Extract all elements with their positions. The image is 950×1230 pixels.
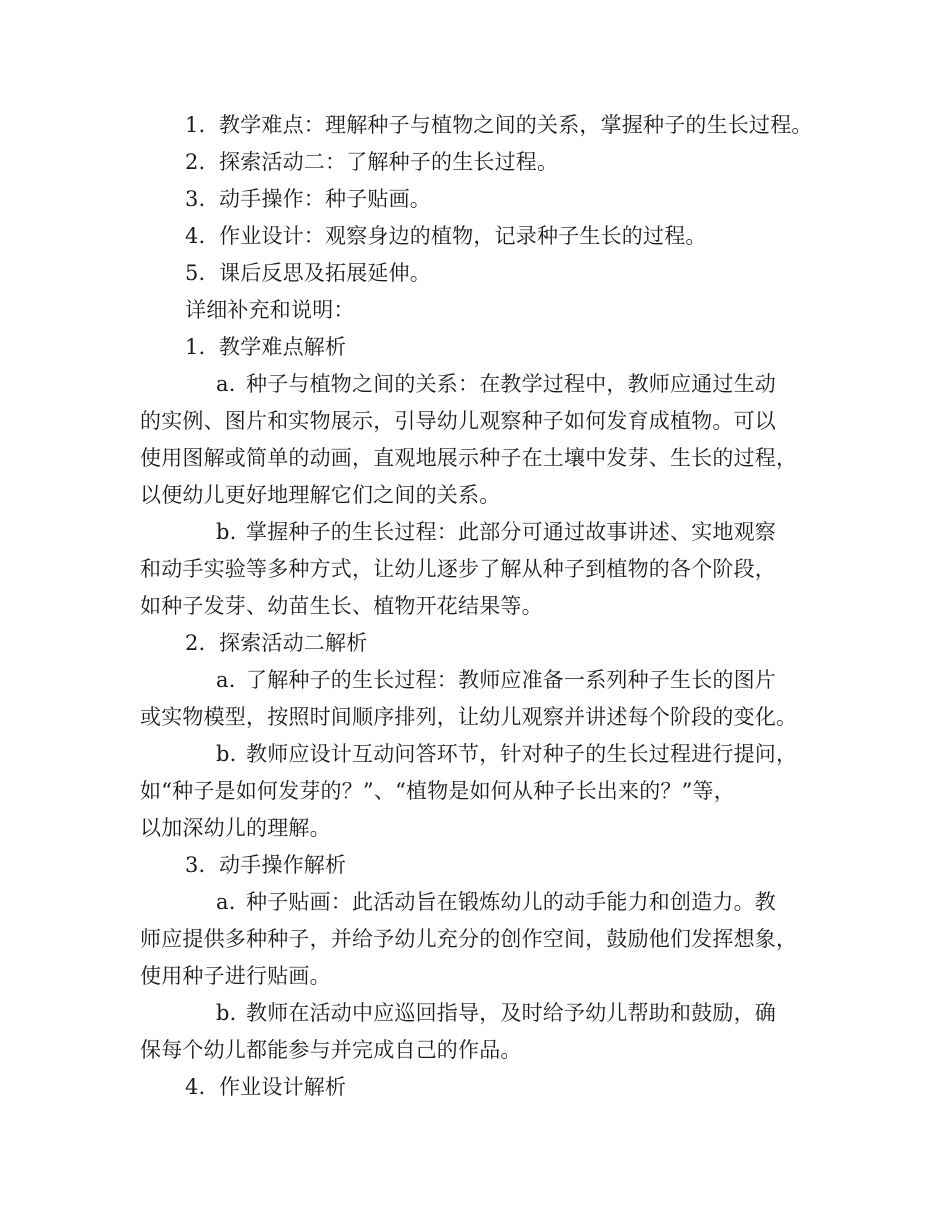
- paragraph-text: 种子与植物之间的关系：在教学过程中，教师应通过生动: [246, 372, 776, 396]
- supplement-heading: 详细补充和说明：: [185, 298, 355, 322]
- outline-number: 3.: [185, 187, 206, 211]
- outline-text: 作业设计：观察身边的植物，记录种子生长的过程。: [219, 224, 707, 248]
- paragraph-line: 使用种子进行贴画。: [140, 964, 331, 988]
- paragraph-text: 教师在活动中应巡回指导，及时给予幼儿帮助和鼓励，确: [246, 1001, 776, 1025]
- paragraph-text: 了解种子的生长过程：教师应准备一系列种子生长的图片: [246, 668, 776, 692]
- paragraph-line: 使用图解或简单的动画，直观地展示种子在土壤中发芽、生长的过程，: [140, 446, 798, 470]
- outline-number: 1.: [185, 113, 206, 137]
- section-title: 教学难点解析: [219, 335, 347, 359]
- paragraph-text: 掌握种子的生长过程：此部分可通过故事讲述、实地观察: [246, 520, 776, 544]
- section-title: 作业设计解析: [219, 1075, 347, 1099]
- paragraph-line: [216, 521, 776, 544]
- outline-number: 5.: [185, 261, 206, 285]
- item-marker: b.: [216, 742, 237, 766]
- item-marker: b.: [216, 520, 237, 544]
- paragraph-line: [216, 743, 797, 766]
- paragraph-line: 的实例、图片和实物展示，引导幼儿观察种子如何发育成植物。可以: [140, 409, 776, 433]
- section-heading: [185, 1076, 346, 1099]
- outline-text: 探索活动二：了解种子的生长过程。: [219, 150, 559, 174]
- paragraph-line: 和动手实验等多种方式，让幼儿逐步了解从种子到植物的各个阶段，: [140, 557, 776, 581]
- paragraph-line: [216, 373, 776, 396]
- item-marker: a.: [216, 890, 236, 914]
- section-number: 4.: [185, 1075, 206, 1099]
- section-heading: [185, 632, 367, 655]
- outline-item: [185, 225, 707, 248]
- section-number: 2.: [185, 631, 206, 655]
- outline-number: 4.: [185, 224, 206, 248]
- outline-number: 2.: [185, 150, 206, 174]
- section-title: 探索活动二解析: [219, 631, 368, 655]
- paragraph-text: 教师应设计互动问答环节，针对种子的生长过程进行提问，: [246, 742, 798, 766]
- outline-item: [185, 262, 431, 285]
- item-marker: b.: [216, 1001, 237, 1025]
- paragraph-line: [216, 891, 776, 914]
- paragraph-line: 师应提供多种种子，并给予幼儿充分的创作空间，鼓励他们发挥想象，: [140, 927, 798, 951]
- paragraph-text: 种子贴画：此活动旨在锻炼幼儿的动手能力和创造力。教: [246, 890, 776, 914]
- outline-text: 教学难点：理解种子与植物之间的关系，掌握种子的生长过程。: [219, 113, 813, 137]
- section-heading: [185, 854, 346, 877]
- paragraph-line: 以加深幼儿的理解。: [140, 816, 331, 840]
- paragraph-line: 如“种子是如何发芽的？”、“植物是如何从种子长出来的？”等，: [140, 779, 735, 803]
- paragraph-line: 如种子发芽、幼苗生长、植物开花结果等。: [140, 594, 543, 618]
- item-marker: a.: [216, 668, 236, 692]
- paragraph-line: 或实物模型，按照时间顺序排列，让幼儿观察并讲述每个阶段的变化。: [140, 705, 798, 729]
- section-number: 1.: [185, 335, 206, 359]
- section-number: 3.: [185, 853, 206, 877]
- outline-item: [185, 188, 431, 211]
- outline-item: [185, 114, 813, 137]
- paragraph-line: 保每个幼儿都能参与并完成自己的作品。: [140, 1038, 522, 1062]
- outline-text: 课后反思及拓展延伸。: [219, 261, 431, 285]
- paragraph-line: 以便幼儿更好地理解它们之间的关系。: [140, 483, 501, 507]
- paragraph-line: [216, 669, 776, 692]
- outline-item: [185, 151, 558, 174]
- section-heading: [185, 336, 346, 359]
- outline-text: 动手操作：种子贴画。: [219, 187, 431, 211]
- paragraph-line: [216, 1002, 776, 1025]
- item-marker: a.: [216, 372, 236, 396]
- section-title: 动手操作解析: [219, 853, 347, 877]
